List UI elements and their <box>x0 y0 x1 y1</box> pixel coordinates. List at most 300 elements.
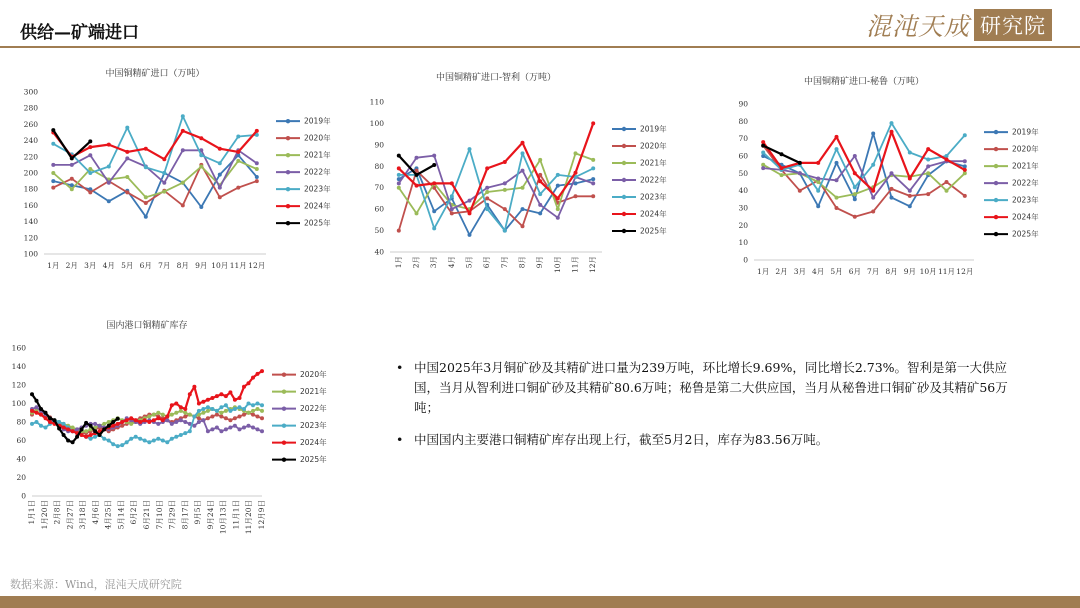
data-point <box>44 416 48 420</box>
x-tick-label: 12月9日 <box>257 500 266 530</box>
legend-marker <box>282 423 286 427</box>
data-point <box>156 422 160 426</box>
data-point <box>255 179 259 183</box>
x-tick-label: 9月5日 <box>193 500 203 525</box>
data-point <box>215 394 219 398</box>
data-point <box>926 164 930 168</box>
x-tick-label: 1月 <box>393 256 403 269</box>
y-tick-label: 100 <box>23 249 38 259</box>
data-point <box>432 226 436 230</box>
x-tick-label: 8月 <box>176 261 189 270</box>
data-point <box>503 188 507 192</box>
bullet-symbol: • <box>396 360 404 375</box>
data-point <box>219 405 223 409</box>
data-point <box>835 196 839 200</box>
data-point <box>835 206 839 210</box>
data-point <box>51 171 55 175</box>
chart-chile-import <box>360 66 712 290</box>
legend-label: 2019年 <box>1012 127 1039 137</box>
data-point <box>35 405 39 409</box>
data-point <box>156 437 160 441</box>
data-point <box>890 171 894 175</box>
data-point <box>871 196 875 200</box>
legend-label: 2019年 <box>304 116 331 126</box>
data-point <box>183 415 187 419</box>
data-point <box>468 199 472 203</box>
legend-label: 2020年 <box>1012 144 1039 154</box>
data-point <box>926 147 930 151</box>
data-point <box>51 179 55 183</box>
data-point <box>255 175 259 179</box>
legend-marker <box>622 212 626 216</box>
data-point <box>206 405 210 409</box>
data-point <box>251 376 255 380</box>
data-point <box>780 166 784 170</box>
data-point <box>179 409 183 413</box>
data-point <box>30 392 34 396</box>
data-point <box>181 129 185 133</box>
legend-label: 2022年 <box>1012 178 1039 188</box>
data-point <box>485 186 489 190</box>
legend-marker <box>622 127 626 131</box>
data-point <box>780 152 784 156</box>
y-tick-label: 30 <box>738 203 748 213</box>
data-point <box>591 158 595 162</box>
data-point <box>890 187 894 191</box>
data-point <box>161 413 165 417</box>
data-point <box>538 192 542 196</box>
data-point <box>210 396 214 400</box>
x-tick-label: 5月 <box>121 261 134 270</box>
logo-box-text: 研究院 <box>974 9 1052 41</box>
x-tick-label: 12月 <box>248 261 266 270</box>
data-point <box>62 433 66 437</box>
data-point <box>183 420 187 424</box>
data-point <box>503 207 507 211</box>
data-point <box>218 161 222 165</box>
data-point <box>162 171 166 175</box>
data-point <box>219 411 223 415</box>
x-tick-label: 3月 <box>84 261 97 270</box>
data-point <box>853 185 857 189</box>
data-point <box>206 398 210 402</box>
legend-label: 2025年 <box>300 455 327 465</box>
data-point <box>816 161 820 165</box>
data-point <box>152 418 156 422</box>
data-point <box>147 440 151 444</box>
x-tick-label: 11月20日 <box>244 500 254 535</box>
legend-label: 2022年 <box>304 167 331 177</box>
x-tick-label: 1月20日 <box>39 500 49 530</box>
legend-label: 2023年 <box>1012 195 1039 205</box>
chart-peru-import-svg <box>724 70 1074 284</box>
page-header-title: 供给—矿端进口 <box>20 23 139 43</box>
data-point <box>144 165 148 169</box>
data-point <box>260 429 264 433</box>
data-point <box>247 424 251 428</box>
data-point <box>39 407 43 411</box>
data-point <box>228 418 232 422</box>
data-point <box>853 171 857 175</box>
data-point <box>242 413 246 417</box>
data-point <box>228 409 232 413</box>
data-point <box>415 156 419 160</box>
bullet-text: 中国国内主要港口铜精矿库存出现上行，截至5月2日，库存为83.56万吨。 <box>414 432 829 447</box>
data-point <box>143 418 147 422</box>
data-point <box>70 177 74 181</box>
data-point <box>890 130 894 134</box>
data-point <box>165 415 169 419</box>
data-point <box>98 424 102 428</box>
data-point <box>538 179 542 183</box>
data-point <box>251 426 255 430</box>
data-point <box>89 433 93 437</box>
data-point <box>963 168 967 172</box>
data-point <box>761 166 765 170</box>
data-point <box>397 154 401 158</box>
series-line <box>53 116 256 173</box>
bullet-symbol: • <box>396 432 404 447</box>
data-point <box>397 181 401 185</box>
y-tick-label: 40 <box>16 454 26 464</box>
data-point <box>816 204 820 208</box>
data-point <box>125 150 129 154</box>
x-tick-label: 10月 <box>211 261 229 270</box>
data-point <box>228 390 232 394</box>
x-tick-label: 6月 <box>139 261 152 270</box>
y-tick-label: 50 <box>738 168 748 178</box>
data-point <box>197 402 201 406</box>
data-point <box>521 186 525 190</box>
y-tick-label: 180 <box>23 184 38 194</box>
data-point <box>256 415 260 419</box>
x-tick-label: 4月 <box>446 256 456 269</box>
legend-marker <box>622 195 626 199</box>
data-point <box>556 173 560 177</box>
data-point <box>129 422 133 426</box>
y-tick-label: 10 <box>738 238 748 248</box>
x-tick-label: 10月 <box>552 256 562 274</box>
y-tick-label: 220 <box>23 152 38 162</box>
data-point <box>125 175 129 179</box>
data-point <box>242 385 246 389</box>
y-tick-label: 140 <box>11 362 26 371</box>
data-point <box>192 415 196 419</box>
legend-label: 2025年 <box>640 226 667 236</box>
x-tick-label: 7月 <box>158 261 171 270</box>
data-point <box>450 207 454 211</box>
data-point <box>853 154 857 158</box>
data-point <box>945 180 949 184</box>
legend-marker <box>286 119 290 123</box>
data-source-note: 数据来源：Wind，混沌天成研究院 <box>10 578 182 591</box>
data-point <box>179 405 183 409</box>
x-tick-label: 1月 <box>757 267 770 276</box>
data-point <box>219 429 223 433</box>
chart-port-inventory <box>4 314 354 566</box>
data-point <box>44 426 48 430</box>
legend-label: 2021年 <box>300 387 327 397</box>
data-point <box>102 437 106 441</box>
y-tick-label: 60 <box>738 151 748 161</box>
data-point <box>88 153 92 157</box>
data-point <box>926 192 930 196</box>
chart-port-inventory-svg <box>4 314 354 566</box>
data-point <box>816 189 820 193</box>
data-point <box>197 409 201 413</box>
legend-marker <box>282 440 286 444</box>
data-point <box>89 437 93 441</box>
data-point <box>35 420 39 424</box>
data-point <box>107 143 111 147</box>
legend-label: 2023年 <box>304 184 331 194</box>
y-tick-label: 80 <box>738 116 748 126</box>
y-tick-label: 80 <box>16 417 26 427</box>
data-point <box>80 427 84 431</box>
data-point <box>102 427 106 431</box>
legend-label: 2023年 <box>640 192 667 202</box>
x-tick-label: 6月 <box>482 256 492 269</box>
data-point <box>397 173 401 177</box>
data-point <box>51 142 55 146</box>
data-point <box>53 418 57 422</box>
data-point <box>591 166 595 170</box>
x-tick-label: 7月10日 <box>154 500 164 530</box>
data-point <box>125 126 129 130</box>
data-point <box>260 409 264 413</box>
y-tick-label: 100 <box>369 118 384 128</box>
data-point <box>219 415 223 419</box>
data-point <box>816 180 820 184</box>
data-point <box>152 439 156 443</box>
y-tick-label: 160 <box>23 200 38 210</box>
data-point <box>432 163 436 167</box>
data-point <box>62 422 66 426</box>
data-point <box>30 422 34 426</box>
data-point <box>503 229 507 233</box>
x-tick-label: 4月 <box>102 261 115 270</box>
data-point <box>945 154 949 158</box>
chart-china-import-svg <box>8 62 358 284</box>
data-point <box>84 435 88 439</box>
data-point <box>57 420 61 424</box>
data-point <box>201 418 205 422</box>
data-point <box>93 435 97 439</box>
data-point <box>70 163 74 167</box>
legend-label: 2025年 <box>304 218 331 228</box>
legend-marker <box>286 170 290 174</box>
x-tick-label: 7月 <box>867 267 880 276</box>
data-point <box>945 189 949 193</box>
legend-marker <box>994 198 998 202</box>
data-point <box>88 171 92 175</box>
data-point <box>835 161 839 165</box>
series-line <box>763 134 965 207</box>
legend-label: 2023年 <box>300 421 327 431</box>
y-tick-label: 20 <box>738 220 748 230</box>
data-point <box>853 192 857 196</box>
data-point <box>556 216 560 220</box>
data-point <box>174 411 178 415</box>
data-point <box>134 418 138 422</box>
data-point <box>963 133 967 137</box>
x-tick-label: 8月 <box>885 267 898 276</box>
data-point <box>468 233 472 237</box>
data-point <box>51 186 55 190</box>
data-point <box>397 186 401 190</box>
data-point <box>218 186 222 190</box>
data-point <box>35 399 39 403</box>
data-point <box>71 429 75 433</box>
data-point <box>111 442 115 446</box>
data-point <box>908 189 912 193</box>
data-point <box>156 416 160 420</box>
data-point <box>161 418 165 422</box>
x-tick-label: 9月 <box>535 256 545 269</box>
x-tick-label: 3月18日 <box>78 500 88 530</box>
y-tick-label: 0 <box>21 491 26 501</box>
data-point <box>181 148 185 152</box>
legend-marker <box>286 187 290 191</box>
x-tick-label: 6月21日 <box>142 500 151 530</box>
y-tick-label: 300 <box>23 87 38 97</box>
data-point <box>233 416 237 420</box>
data-point <box>125 190 129 194</box>
data-point <box>415 211 419 215</box>
series-line <box>53 155 256 217</box>
data-point <box>247 411 251 415</box>
data-point <box>450 194 454 198</box>
data-point <box>181 203 185 207</box>
legend-label: 2020年 <box>300 370 327 380</box>
data-point <box>256 407 260 411</box>
data-point <box>206 429 210 433</box>
x-tick-label: 5月 <box>464 256 474 269</box>
chart-chile-import-svg <box>360 66 712 290</box>
y-tick-label: 120 <box>23 233 38 243</box>
x-tick-label: 3月 <box>793 267 806 276</box>
data-point <box>197 416 201 420</box>
data-point <box>963 171 967 175</box>
data-point <box>206 416 210 420</box>
data-point <box>125 440 129 444</box>
chart-title: 国内港口铜精矿库存 <box>106 321 188 331</box>
legend-marker <box>282 389 286 393</box>
data-point <box>251 413 255 417</box>
x-tick-label: 1月 <box>47 261 60 270</box>
data-point <box>197 420 201 424</box>
legend-label: 2024年 <box>300 438 327 448</box>
logo <box>866 8 1052 42</box>
data-point <box>192 385 196 389</box>
x-tick-label: 7月 <box>499 256 509 269</box>
legend-marker <box>282 406 286 410</box>
x-tick-label: 10月13日 <box>218 500 228 535</box>
data-point <box>871 210 875 214</box>
y-tick-label: 70 <box>374 183 384 193</box>
x-tick-label: 9月24日 <box>205 500 215 530</box>
data-point <box>926 171 930 175</box>
data-point <box>255 129 259 133</box>
legend-marker <box>622 144 626 148</box>
data-point <box>926 158 930 162</box>
data-point <box>30 409 34 413</box>
data-point <box>183 407 187 411</box>
data-point <box>251 409 255 413</box>
data-point <box>62 426 66 430</box>
data-point <box>174 420 178 424</box>
data-point <box>574 171 578 175</box>
x-tick-label: 8月17日 <box>180 500 190 530</box>
data-point <box>224 403 228 407</box>
bullet-text: 中国2025年3月铜矿砂及其精矿进口量为239万吨，环比增长9.69%，同比增长2.73%。智利是第一大供应国，当月从智利进口铜矿砂及其精矿80.6万吨；秘鲁是第二大供应国，当月从秘鲁进口铜矿砂及其精矿56万吨； <box>414 360 1008 415</box>
legend-label: 2024年 <box>640 209 667 219</box>
data-point <box>816 177 820 181</box>
x-tick-label: 1月1日 <box>27 500 36 525</box>
data-point <box>75 427 79 431</box>
x-tick-label: 11月 <box>570 256 580 274</box>
data-point <box>134 435 138 439</box>
data-point <box>44 411 48 415</box>
data-point <box>144 201 148 205</box>
data-point <box>71 440 75 444</box>
data-point <box>397 166 401 170</box>
data-point <box>181 181 185 185</box>
legend-marker <box>994 215 998 219</box>
data-point <box>432 209 436 213</box>
x-tick-label: 2月8日 <box>52 500 62 525</box>
data-point <box>591 121 595 125</box>
data-point <box>120 420 124 424</box>
data-point <box>215 426 219 430</box>
data-point <box>256 372 260 376</box>
data-point <box>183 411 187 415</box>
data-point <box>143 439 147 443</box>
data-point <box>162 157 166 161</box>
x-tick-label: 2月 <box>65 261 78 270</box>
data-point <box>761 163 765 167</box>
data-point <box>162 190 166 194</box>
data-point <box>84 421 88 425</box>
data-point <box>51 163 55 167</box>
data-point <box>908 194 912 198</box>
data-point <box>538 158 542 162</box>
data-point <box>963 194 967 198</box>
data-point <box>503 181 507 185</box>
data-point <box>35 411 39 415</box>
data-point <box>161 439 165 443</box>
data-point <box>107 199 111 203</box>
data-point <box>215 413 219 417</box>
data-point <box>144 195 148 199</box>
data-point <box>247 402 251 406</box>
data-point <box>192 424 196 428</box>
legend-label: 2022年 <box>640 175 667 185</box>
data-point <box>761 140 765 144</box>
data-point <box>75 435 79 439</box>
data-point <box>591 194 595 198</box>
data-point <box>853 215 857 219</box>
data-point <box>210 427 214 431</box>
y-tick-label: 0 <box>743 255 748 265</box>
header-rule <box>0 46 1080 48</box>
chart-title: 中国铜精矿进口-智利（万吨） <box>435 73 557 83</box>
data-point <box>260 369 264 373</box>
legend-marker <box>994 181 998 185</box>
data-point <box>908 177 912 181</box>
x-tick-label: 2月27日 <box>65 500 75 530</box>
data-point <box>233 424 237 428</box>
